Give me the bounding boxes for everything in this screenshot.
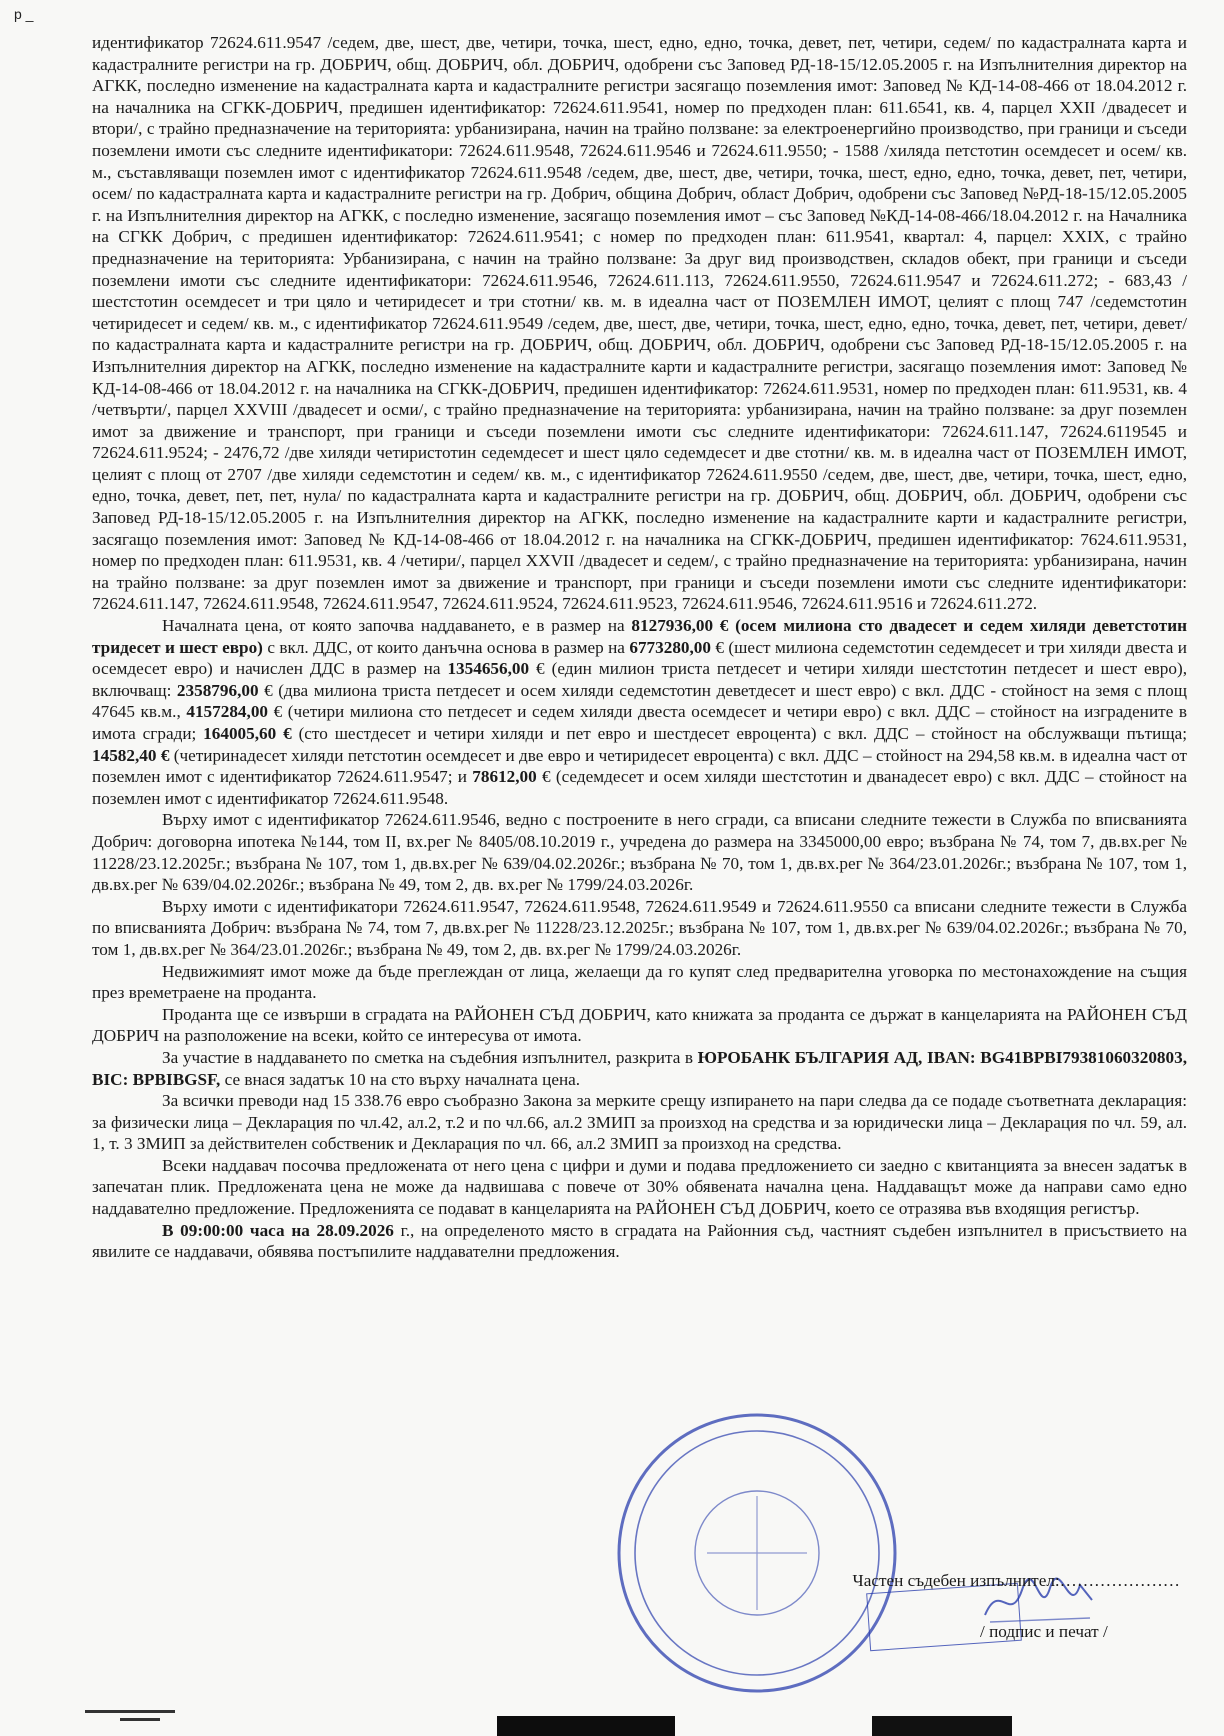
price-text-7: (сто шестдесет и четири хиляди и пет евро и шестдесет евроцента) с вкл. ДДС – стойност на обслужващи пътища; (291, 724, 1188, 743)
deposit-paragraph (92, 1047, 1187, 1090)
scan-top-marks (0, 0, 1224, 32)
price-bold-5: 4157284,00 (186, 702, 268, 722)
header-mark: р _ (14, 6, 34, 22)
price-bold-1: 8127936,00 € (осем милиона сто двадесет и седем хиляди деветстотин тридесет и шест евро) (92, 616, 1188, 657)
price-bold-4: 2358796,00 (176, 680, 259, 700)
deposit-bank-details: ЮРОБАНК БЪЛГАРИЯ АД, IBAN: BG41BPBI79381060320803, BIC: BPBIBGSF, (92, 1047, 1187, 1089)
price-bold-2: 6773280,00 (629, 637, 711, 657)
encumbrance-2-text: Върху имоти с идентификатори 72624.611.9547, 72624.611.9548, 72624.611.9549 и 72624.611.9550 са вписани следните тежести в Служба по вписванията Добрич: възбрана № 74, том 7, дв.вх.рег № 11228/23.12.2025г.; възбрана № 107, том 1, дв.вх.рег № 639/04.02.2026г.; възбрана № 70, том 1, дв.вх.рег № 364/23.01.2026г.; възбрана № 49, том 2, дв. вх.рег № 1799/24.03.2026г. (92, 896, 1187, 959)
deposit-text-1: За участие в наддаването по сметка на съдебния изпълнител, разкрита в (162, 1047, 698, 1067)
price-bold-8: 78612,00 (472, 767, 537, 787)
scan-bottom-mark (85, 1710, 175, 1713)
opening-datetime: В 09:00:00 часа на 28.09.2026 (162, 1220, 394, 1240)
deposit-text-2: се внася задатък 10 на сто върху началната цена. (220, 1069, 581, 1089)
encumbrance-paragraph-2 (92, 896, 1187, 961)
viewing-paragraph: Недвижимият имот може да бъде преглеждан от лица, желаещи да го купят след предварителна уговорка по местонахождение на същия през времетраене на проданта. (92, 961, 1187, 1003)
scan-redaction-bar-2 (872, 1716, 1012, 1736)
price-bold-6: 164005,60 € (203, 724, 292, 743)
price-text-2: с вкл. ДДС, от които данъчна основа в размер на (262, 637, 630, 657)
price-bold-7: 14582,40 € (92, 745, 170, 765)
price-text-5: € (два милиона триста петдесет и осем хиляди седемстотин деветдесет и шест евро) с вкл. ДДС - стойност на земя с площ 47645 кв.м., (92, 680, 1187, 722)
price-text-1: Началната цена, от която започва наддаването, е в размер на (162, 616, 632, 636)
price-text-4: € (един милион триста петдесет и четири хиляди шестстотин петдесет и шест евро), включващ: (92, 659, 1188, 700)
round-seal-stamp (612, 1408, 902, 1698)
price-text-9: € (седемдесет и осем хиляди шестстотин и дванадесет евро) с вкл. ДДС – стойност на поземлен имот с идентификатор 72624.611.9548. (92, 767, 1187, 808)
signature-and-seal-caption: / подпис и печат / (980, 1622, 1108, 1641)
enforcement-agent-signature-line: Частен съдебен изпълнител:………………… (852, 1571, 1180, 1590)
price-bold-3: 1354656,00 (447, 659, 530, 679)
price-paragraph (92, 615, 1187, 809)
encumbrance-paragraph-1 (92, 809, 1187, 895)
scan-redaction-bar-1 (497, 1716, 675, 1736)
property-description-paragraph: идентификатор 72624.611.9547 /седем, две, шест, две, четири, точка, шест, едно, едно, точка, девет, пет, четири, седем/ по кадастралната карта и кадастралните регистри на гр. ДОБРИЧ, общ. ДОБРИЧ, обл. ДОБРИЧ, одобрени със Заповед РД-18-15/12.05.2005 г. на Изпълнителния директор на АГКК, последно изменение на кадастралната карта и кадастралните регистри засягащо поземления имот: Заповед № КД-14-08-466 от 18.04.2012 г. на началника на СГКК-ДОБРИЧ, предишен идентификатор: 72624.611.9541, номер по предходен план: 611.6541, кв. 4, парцел XXII /двадесет и втори/, с трайно предназначение на територията: урбанизирана, начин на трайно ползване: за електроенергийно производство, при граници и съседи поземлени имоти със следните идентификатори: 72624.611.9548, 72624.611.9546 и 72624.611.9550; - 1588 /хиляда петстотин осемдесет и осем/ кв. м., съставляващи поземлен имот с идентификатор 72624.611.9548 /седем, две, шест, две, четири, точка, шест, едно, едно, точка, девет, пет, четири, осем/ по кадастралната карта и кадастралните регистри на гр. Добрич, община Добрич, област Добрич, одобрени със Заповед №РД-18-15/12.05.2005 г. на Изпълнителния директор на АГКК, с последно изменение, засягащо поземления имот – със Заповед №КД-14-08-466/18.04.2012 г. на Началника на СГКК Добрич, с предишен идентификатор: 72624.611.9541; с номер по предходен план: 611.9541, квартал: 4, парцел: XXIX, с трайно предназначение на територията: Урбанизирана, с начин на трайно ползване: За друг вид производствен, складов обект, при граници и съседи поземлени имоти със следните идентификатори: 72624.611.9546, 72624.611.113, 72624.611.9550, 72624.611.9547 и 72624.611.272; - 683,43 /шестстотин осемдесет и три цяло и четиридесет и три стотни/ кв. м. в идеална част от ПОЗЕМЛЕН ИМОТ, целият с площ 747 /седемстотин четиридесет и седем/ кв. м., с идентификатор 72624.611.9549 /седем, две, шест, две, четири, точка, шест, едно, едно, точка, девет, пет, четири, девет/ по кадастралната карта и кадастралните регистри на гр. ДОБРИЧ, общ. ДОБРИЧ, обл. ДОБРИЧ, одобрени със Заповед РД-18-15/12.05.2005 г. на Изпълнителния директор на АГКК, последно изменение на кадастралните карти и кадастралните регистри, засягащо поземления имот: Заповед № КД-14-08-466 от 18.04.2012 г. на началника на СГКК-ДОБРИЧ, предишен идентификатор: 72624.611.9531, номер по предходен план: 611.9531, кв. 4 /четвърти/, парцел XXVIII /двадесет и осми/, с трайно предназначение на територията: урбанизирана, начин на трайно ползване: за друг поземлен имот за движение и транспорт, при граници и съседи поземлени имоти със следните идентификатори: 72624.611.147, 72624.6119545 и 72624.611.9524; - 2476,72 /две хиляди четиристотин седемдесет и шест цяло седемдесет и две стотни/ кв. м. в идеална част от ПОЗЕМЛЕН ИМОТ, целият с площ от 2707 /две хиляди седемстотин и седем/ кв. м., с идентификатор 72624.611.9550 /седем, две, шест, две, четири, точка, шест, едно, едно, точка, девет, пет, пет, нула/ по кадастралната карта и кадастралните регистри на гр. ДОБРИЧ, общ. ДОБРИЧ, обл. ДОБРИЧ, одобрени със Заповед РД-18-15/12.05.2005 г. на Изпълнителния директор на АГКК, последно изменение на кадастралните карти и кадастралните регистри, засягащо поземления имот: Заповед № КД-14-08-466 от 18.04.2012 г. на началника на СГКК-ДОБРИЧ, предишен идентификатор: 7624.611.9531, номер по предходен план: 611.9531, кв. 4 /четири/, парцел XXVII /двадесет и седем/, с трайно предназначение на територията: урбанизирана, начин на трайно ползване: за друг поземлен имот за движение и транспорт, при граници и съседи поземлени имоти със следните идентификатори: 72624.611.147, 72624.611.9548, 72624.611.9547, 72624.611.9524, 72624.611.9523, 72624.611.9546, 72624.611.9516 и 72624.611.272. (92, 33, 1187, 614)
encumbrance-1-text: Върху имот с идентификатор 72624.611.9546, ведно с построените в него сгради, са вписани следните тежести в Служба по вписванията Добрич: договорна ипотека №144, том II, вх.рег № 8405/08.10.2019 г., учредена до размера на 3345000,00 евро; възбрана № 74, том 7, дв.вх.рег № 11228/23.12.2025г.; възбрана № 107, том 1, дв.вх.рег № 639/04.02.2026г.; възбрана № 70, том 1, дв.вх.рег № 364/23.01.2026г.; възбрана № 107, том 1, дв.вх.рег № 639/04.02.2026г.; възбрана № 49, том 2, дв. вх.рег № 1799/24.03.2026г. (92, 810, 1187, 895)
opening-text: г., на определеното място в сградата на Районния съд, частният съдебен изпълнител в присъствието на явилите се наддавачи, обявява постъпилите наддавателни предложения. (92, 1220, 1187, 1262)
price-text-6: € (четири милиона сто петдесет и седем хиляди двеста осемдесет и четири евро) с вкл. ДДС – стойност на изградените в имота сгради; (92, 702, 1187, 743)
price-text-8: (четиринадесет хиляди петстотин осемдесет и две евро и четиридесет евроцента) с вкл. ДДС – стойност на 294,58 кв.м. в идеална част от поземлен имот с идентификатор 72624.611.9547; и (92, 745, 1187, 787)
bid-paragraph: Всеки наддавач посочва предложената от него цена с цифри и думи и подава предложението си заедно с квитанцията за внесен задатък в запечатан плик. Предложената цена не може да надвишава с повече от 30% обявената начална цена. Наддаващът може да направи само едно наддавателно предложение. Предложенията се подават в канцеларията на РАЙОНЕН СЪД ДОБРИЧ, което се отразява във входящия регистър. (92, 1155, 1187, 1219)
document-body (92, 32, 1187, 1263)
aml-paragraph: За всички преводи над 15 338.76 евро съобразно Закона за мерките срещу изпирането на пари следва да се подаде съответната декларация: за физически лица – Декларация по чл.42, ал.2, т.2 и по чл.66, ал.2 ЗМИП за произход на средства и за юридически лица – Декларация по чл. 59, ал. 1, т. 3 ЗМИП за действителен собственик и Декларация по чл. 66, ал.2 ЗМИП за произход на средства. (92, 1091, 1187, 1154)
scan-bottom-mark-2 (120, 1718, 160, 1721)
opening-paragraph (92, 1220, 1187, 1263)
price-text-3: € (шест милиона седемстотин седемдесет и три хиляди двеста и осемдесет евро) и начислен ДДС в размер на (92, 637, 1187, 679)
sale-place-paragraph: Проданта ще се извърши в сградата на РАЙОНЕН СЪД ДОБРИЧ, като книжата за проданта се държат в канцеларията на РАЙОНЕН СЪД ДОБРИЧ на разположение на всеки, който се интересува от имота. (92, 1004, 1187, 1046)
